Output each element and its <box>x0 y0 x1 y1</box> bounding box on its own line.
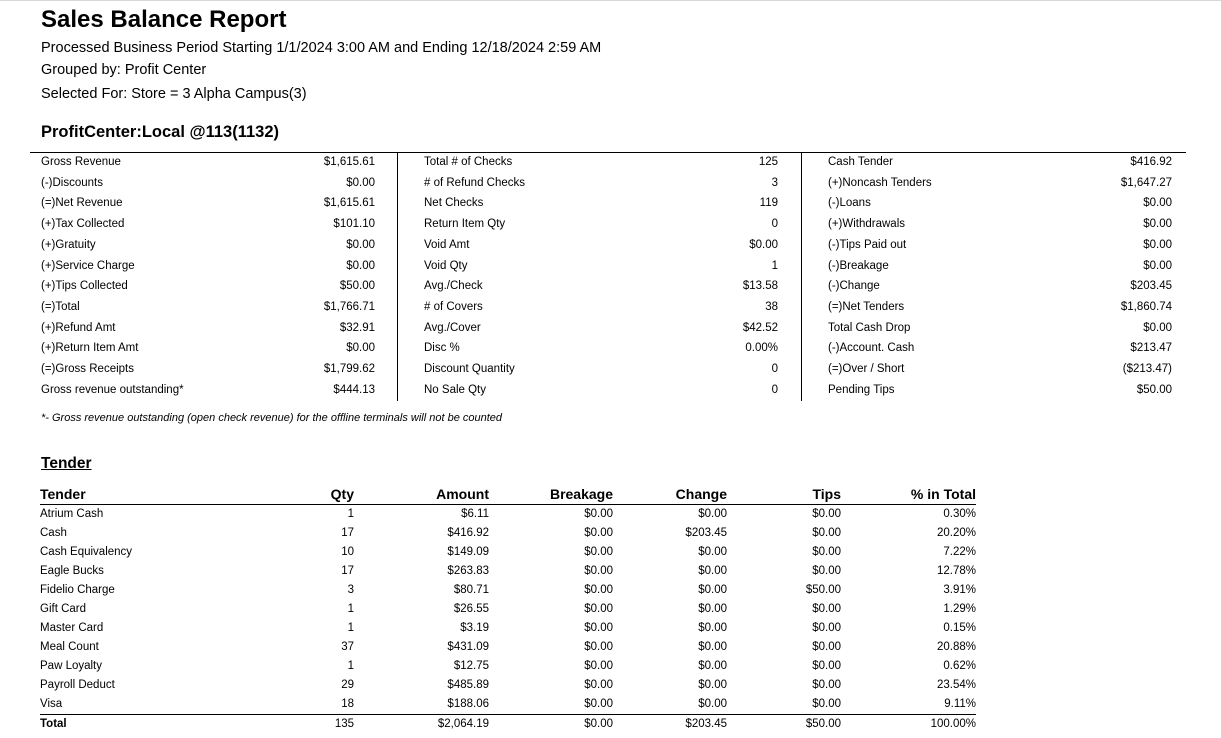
header-tender: Tender <box>40 486 86 502</box>
tender-name: Master Card <box>40 622 104 634</box>
summary-row <box>41 339 375 359</box>
summary-label: (=)Over / Short <box>828 363 905 375</box>
table-row <box>40 600 976 619</box>
tender-qty: 1 <box>347 622 354 634</box>
summary-row <box>41 257 375 277</box>
table-row <box>40 638 976 657</box>
summary-row <box>424 236 778 256</box>
tender-amount: $149.09 <box>447 546 489 558</box>
header-breakage: Breakage <box>549 486 613 502</box>
total-amount: $2,064.19 <box>437 718 489 730</box>
summary-row <box>424 360 778 380</box>
tender-qty: 1 <box>347 603 354 615</box>
summary-value: $416.92 <box>1130 156 1172 168</box>
summary-label: Void Amt <box>424 238 470 251</box>
summary-label: Total Cash Drop <box>828 321 911 334</box>
table-row <box>40 619 976 638</box>
tender-table-body <box>40 505 976 714</box>
tender-tips: $0.00 <box>812 679 841 691</box>
summary-row <box>828 298 1172 318</box>
page-top-border <box>0 0 1221 1</box>
column-divider <box>801 153 802 401</box>
footnote: *- Gross revenue outstanding (open check revenue) for the offline terminals will not be counted <box>41 412 503 424</box>
tender-name: Payroll Deduct <box>40 679 115 691</box>
tender-tips: $0.00 <box>812 698 841 710</box>
tender-amount: $6.11 <box>461 508 489 520</box>
tender-breakage: $0.00 <box>584 603 613 615</box>
summary-value: $444.13 <box>333 383 375 396</box>
summary-value: $32.91 <box>339 321 375 334</box>
summary-value: $0.00 <box>1143 197 1172 210</box>
summary-label: Discount Quantity <box>424 363 515 375</box>
tender-breakage: $0.00 <box>584 546 613 558</box>
summary-label: (-)Account. Cash <box>828 342 915 355</box>
summary-row <box>828 215 1172 235</box>
summary-label: # of Covers <box>424 300 483 313</box>
summary-row <box>41 360 375 380</box>
tender-tips: $0.00 <box>812 641 841 653</box>
summary-value: $1,647.27 <box>1120 176 1172 189</box>
tender-percent: 9.11% <box>944 698 976 710</box>
summary-value: 3 <box>771 176 778 189</box>
profit-center-summary <box>30 152 1186 403</box>
summary-label: (+)Tips Collected <box>41 280 128 293</box>
tender-table-header <box>40 484 976 505</box>
summary-value: $203.45 <box>1130 280 1172 293</box>
summary-value: 0 <box>771 218 778 231</box>
tender-change: $0.00 <box>698 641 727 653</box>
tender-tips: $0.00 <box>812 508 841 520</box>
summary-row <box>41 298 375 318</box>
summary-label: Avg./Check <box>424 280 483 293</box>
summary-label: (+)Gratuity <box>41 238 96 251</box>
tender-percent: 23.54% <box>936 679 976 691</box>
summary-value: $0.00 <box>346 176 375 189</box>
summary-row <box>828 319 1172 339</box>
tender-change: $0.00 <box>698 565 727 577</box>
tender-section-title: Tender <box>41 455 92 472</box>
profit-center-title: ProfitCenter:Local @113(1132) <box>41 123 280 141</box>
tender-change: $0.00 <box>698 679 727 691</box>
tender-amount: $416.92 <box>447 527 489 539</box>
tender-qty: 37 <box>341 641 354 653</box>
revenue-column <box>41 153 375 401</box>
summary-row <box>41 194 375 214</box>
table-row <box>40 657 976 676</box>
summary-label: Pending Tips <box>828 383 895 396</box>
summary-value: $50.00 <box>339 280 375 293</box>
summary-row <box>41 153 375 173</box>
summary-row <box>424 215 778 235</box>
tender-qty: 17 <box>341 527 354 539</box>
total-tips: $50.00 <box>805 718 841 730</box>
summary-label: (=)Gross Receipts <box>41 363 134 375</box>
summary-value: $213.47 <box>1130 342 1172 355</box>
tender-change: $203.45 <box>685 527 727 539</box>
header-qty: Qty <box>330 486 354 502</box>
tender-breakage: $0.00 <box>584 527 613 539</box>
summary-value: 38 <box>765 300 778 313</box>
tender-amount: $263.83 <box>447 565 489 577</box>
summary-label: (=)Net Tenders <box>828 300 905 313</box>
table-row <box>40 543 976 562</box>
table-row <box>40 505 976 524</box>
summary-value: $0.00 <box>1143 259 1172 272</box>
total-label: Total <box>40 718 67 730</box>
tender-breakage: $0.00 <box>584 641 613 653</box>
summary-row <box>41 277 375 297</box>
summary-row <box>828 277 1172 297</box>
report-period: Processed Business Period Starting 1/1/2024 3:00 AM and Ending 12/18/2024 2:59 AM <box>41 40 602 56</box>
summary-value: $0.00 <box>346 259 375 272</box>
tender-amount: $80.71 <box>453 584 489 596</box>
tender-amount: $26.55 <box>453 603 489 615</box>
summary-row <box>41 236 375 256</box>
summary-value: $0.00 <box>346 342 375 355</box>
summary-value: $0.00 <box>1143 238 1172 251</box>
tender-percent: 0.62% <box>943 660 976 672</box>
summary-label: (+)Service Charge <box>41 259 135 272</box>
tender-change: $0.00 <box>698 698 727 710</box>
summary-row <box>828 153 1172 173</box>
summary-row <box>41 381 375 401</box>
tender-breakage: $0.00 <box>584 622 613 634</box>
summary-row <box>41 215 375 235</box>
summary-row <box>424 319 778 339</box>
report-selection: Selected For: Store = 3 Alpha Campus(3) <box>41 86 307 102</box>
summary-label: (-)Change <box>828 280 880 293</box>
summary-row <box>424 257 778 277</box>
summary-label: (-)Breakage <box>828 259 889 272</box>
tender-tips: $0.00 <box>812 603 841 615</box>
summary-label: Gross Revenue <box>41 156 121 168</box>
tender-amount: $188.06 <box>447 698 489 710</box>
tender-change: $0.00 <box>698 622 727 634</box>
tender-table <box>40 484 976 735</box>
tender-name: Meal Count <box>40 641 99 653</box>
summary-row <box>424 339 778 359</box>
summary-row <box>424 277 778 297</box>
summary-row <box>828 339 1172 359</box>
total-qty: 135 <box>334 718 354 730</box>
column-divider <box>397 153 398 401</box>
tender-qty: 18 <box>341 698 354 710</box>
tender-tips: $0.00 <box>812 565 841 577</box>
tender-breakage: $0.00 <box>584 584 613 596</box>
tender-amount: $3.19 <box>460 622 489 634</box>
summary-label: Return Item Qty <box>424 218 506 231</box>
summary-value: $1,615.61 <box>323 197 375 210</box>
total-percent: 100.00% <box>930 718 976 730</box>
summary-row <box>41 174 375 194</box>
summary-row <box>828 174 1172 194</box>
summary-value: 0 <box>771 363 778 375</box>
summary-row <box>424 174 778 194</box>
summary-label: Avg./Cover <box>424 321 481 334</box>
summary-label: (+)Return Item Amt <box>41 342 139 355</box>
header-percent-total: % in Total <box>910 486 976 502</box>
tender-percent: 3.91% <box>943 584 976 596</box>
tender-breakage: $0.00 <box>584 508 613 520</box>
summary-label: (=)Net Revenue <box>41 197 123 210</box>
summary-label: (=)Total <box>41 300 80 313</box>
total-change: $203.45 <box>685 718 727 730</box>
summary-label: (-)Discounts <box>41 176 103 189</box>
summary-value: $13.58 <box>742 280 778 293</box>
header-tips: Tips <box>812 486 841 502</box>
summary-label: No Sale Qty <box>424 383 486 396</box>
summary-label: Disc % <box>424 342 460 355</box>
report-title: Sales Balance Report <box>41 6 287 33</box>
summary-row <box>41 319 375 339</box>
tender-name: Paw Loyalty <box>40 660 103 672</box>
tender-breakage: $0.00 <box>584 565 613 577</box>
summary-row <box>828 381 1172 401</box>
tenders-summary-column <box>828 153 1172 401</box>
summary-value: $1,615.61 <box>323 156 375 168</box>
tender-qty: 10 <box>341 546 354 558</box>
tender-name: Cash <box>40 527 67 539</box>
tender-change: $0.00 <box>698 584 727 596</box>
tender-tips: $0.00 <box>812 527 841 539</box>
tender-amount: $485.89 <box>447 679 489 691</box>
tender-change: $0.00 <box>698 508 727 520</box>
tender-breakage: $0.00 <box>584 698 613 710</box>
tender-name: Gift Card <box>40 603 87 615</box>
table-row <box>40 581 976 600</box>
summary-label: (+)Noncash Tenders <box>828 176 932 189</box>
summary-value: ($213.47) <box>1122 363 1172 375</box>
summary-row <box>828 236 1172 256</box>
summary-value: $0.00 <box>1143 321 1172 334</box>
summary-value: 125 <box>758 156 778 168</box>
summary-value: 1 <box>771 259 778 272</box>
tender-amount: $431.09 <box>447 641 489 653</box>
tender-qty: 17 <box>341 565 354 577</box>
summary-value: 119 <box>759 197 778 210</box>
tender-tips: $0.00 <box>812 546 841 558</box>
tender-change: $0.00 <box>698 546 727 558</box>
tender-breakage: $0.00 <box>584 679 613 691</box>
summary-label: Gross revenue outstanding* <box>41 383 184 396</box>
tender-breakage: $0.00 <box>584 660 613 672</box>
tender-amount: $12.75 <box>453 660 489 672</box>
summary-value: $0.00 <box>1143 218 1172 231</box>
table-row <box>40 695 976 714</box>
summary-row <box>424 153 778 173</box>
tender-name: Cash Equivalency <box>40 546 133 558</box>
summary-value: $42.52 <box>742 321 778 334</box>
header-amount: Amount <box>436 486 489 502</box>
tender-percent: 12.78% <box>936 565 976 577</box>
summary-value: $101.10 <box>333 218 375 231</box>
tender-percent: 20.88% <box>936 641 976 653</box>
tender-qty: 1 <box>347 508 354 520</box>
summary-value: $0.00 <box>749 238 778 251</box>
summary-label: Total # of Checks <box>424 156 513 168</box>
summary-label: Cash Tender <box>828 156 893 168</box>
tender-percent: 0.30% <box>943 508 976 520</box>
summary-value: $1,860.74 <box>1120 300 1172 313</box>
summary-label: Void Qty <box>424 259 468 272</box>
tender-percent: 1.29% <box>943 603 976 615</box>
tender-tips: $0.00 <box>812 622 841 634</box>
summary-row <box>828 360 1172 380</box>
summary-row <box>424 194 778 214</box>
report-grouping: Grouped by: Profit Center <box>41 62 207 78</box>
table-row <box>40 676 976 695</box>
tender-name: Fidelio Charge <box>40 584 115 596</box>
summary-value: $1,799.62 <box>323 363 375 375</box>
tender-percent: 20.20% <box>936 527 976 539</box>
tender-tips: $50.00 <box>805 584 841 596</box>
tender-name: Visa <box>40 698 63 710</box>
summary-row <box>424 298 778 318</box>
summary-row <box>828 194 1172 214</box>
summary-label: (-)Tips Paid out <box>828 238 907 251</box>
summary-label: (+)Refund Amt <box>41 321 116 334</box>
tender-qty: 1 <box>347 660 354 672</box>
checks-column <box>424 153 778 401</box>
summary-value: $0.00 <box>346 238 375 251</box>
summary-label: (-)Loans <box>828 197 871 210</box>
tender-name: Atrium Cash <box>40 508 104 520</box>
summary-row <box>828 257 1172 277</box>
summary-value: 0 <box>771 383 778 396</box>
header-change: Change <box>675 486 727 502</box>
tender-percent: 0.15% <box>943 622 976 634</box>
total-breakage: $0.00 <box>584 718 613 730</box>
table-row <box>40 562 976 581</box>
tender-percent: 7.22% <box>943 546 976 558</box>
summary-label: Net Checks <box>424 197 484 210</box>
tender-total-row <box>40 714 976 735</box>
tender-name: Eagle Bucks <box>40 565 104 577</box>
summary-value: $1,766.71 <box>323 300 375 313</box>
summary-label: (+)Withdrawals <box>828 218 906 231</box>
tender-tips: $0.00 <box>812 660 841 672</box>
summary-row <box>424 381 778 401</box>
table-row <box>40 524 976 543</box>
tender-qty: 29 <box>341 679 354 691</box>
summary-label: # of Refund Checks <box>424 176 526 189</box>
summary-value: 0.00% <box>745 342 778 355</box>
tender-qty: 3 <box>347 584 354 596</box>
summary-label: (+)Tax Collected <box>41 218 125 231</box>
summary-value: $50.00 <box>1136 383 1172 396</box>
tender-change: $0.00 <box>698 603 727 615</box>
tender-change: $0.00 <box>698 660 727 672</box>
